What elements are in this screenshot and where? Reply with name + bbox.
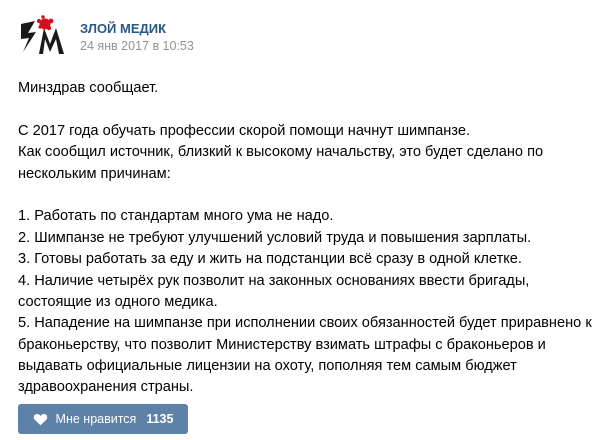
post-text-line: состоящие из одного медика. — [18, 293, 218, 310]
post-text — [18, 78, 592, 399]
post-text-line: 3. Готовы работать за еду и жить на подстанции всё сразу в одной клетке. — [18, 251, 522, 268]
post-text-line: 1. Работать по стандартам много ума не надо. — [18, 208, 334, 225]
heart-icon — [33, 413, 48, 426]
post-text-line: Минздрав сообщает. — [18, 80, 159, 96]
post-text-blank-line — [18, 99, 588, 120]
like-count: 1135 — [146, 412, 174, 426]
post-text-line: 2. Шимпанзе не требуют улучшений условий труда и повышения зарплаты. — [18, 229, 532, 246]
post-text-line: выдавать официальные лицензии на охоту, пополняя тем самым бюджет — [18, 358, 517, 375]
post-text-line: нескольким причинам: — [18, 165, 171, 182]
post-text-line: Как сообщил источник, близкий к высокому начальству, это будет сделано по — [18, 144, 544, 161]
avatar-letter-z — [21, 21, 36, 52]
avatar-red-splash — [37, 15, 53, 30]
post-text-line: 5. Нападение на шимпанзе при исполнении своих обязанностей будет приравнено к — [18, 315, 592, 332]
like-label: Мне нравится — [55, 412, 137, 426]
post-text-line: здравоохранения страны. — [18, 379, 194, 396]
post-text-line: браконьерству, что позволит Министерству взимать штрафы с браконьеров и — [18, 336, 546, 353]
author-name-link[interactable]: ЗЛОЙ МЕДИК — [80, 20, 167, 36]
avatar-letter-m — [39, 28, 64, 54]
post-date-link[interactable]: 24 янв 2017 в 10:53 — [80, 38, 194, 53]
community-avatar[interactable] — [18, 12, 68, 62]
author-block — [80, 20, 194, 55]
post-text-line: С 2017 года обучать профессии скорой помощи начнут шимпанзе. — [18, 122, 471, 139]
post-text-line: 4. Наличие четырёх рук позволит на законных основаниях ввести бригады, — [18, 272, 530, 289]
post-text-blank-line — [18, 185, 588, 206]
post-header — [18, 12, 194, 62]
like-button[interactable] — [18, 404, 188, 434]
